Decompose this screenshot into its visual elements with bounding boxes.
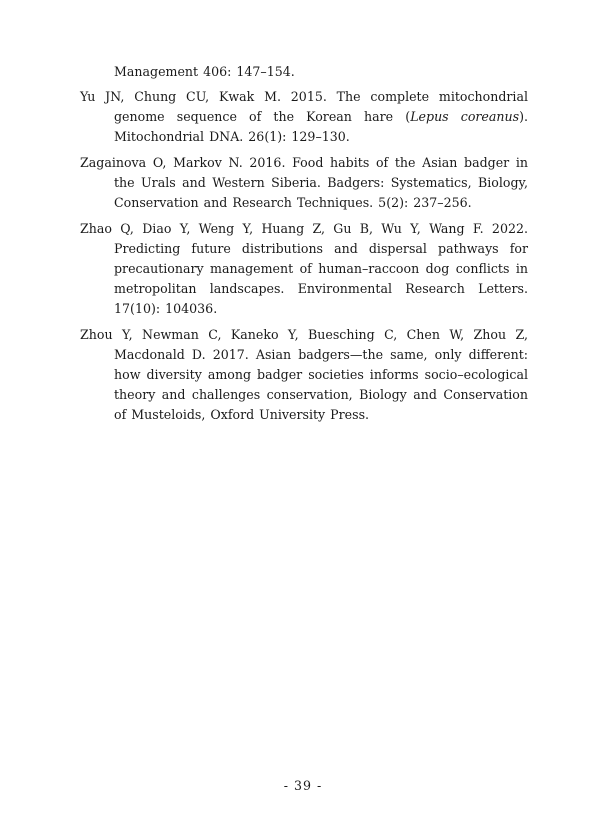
reference-entry-zagainova	[80, 153, 528, 213]
reference-entry-zhao	[80, 219, 528, 319]
reference-text: Zhou Y, Newman C, Kaneko Y, Buesching C, Chen W, Zhou Z, Macdonald D. 2017. Asian badgers—the same, only different: how diversity among badger societies informs socio–ecological theory and challenges conservation, Biology and Conservation of Musteloids, Oxford University Press.	[80, 327, 528, 422]
reference-entry-yu	[80, 87, 528, 147]
reference-continuation	[80, 62, 528, 82]
reference-entry-zhou	[80, 325, 528, 425]
reference-text: Zhao Q, Diao Y, Weng Y, Huang Z, Gu B, Wu Y, Wang F. 2022. Predicting future distributions and dispersal pathways for precautionary management of human–raccoon dog conflicts in metropolitan landscapes. Environmental Research Letters. 17(10): 104036.	[80, 221, 528, 316]
reference-text: ). Mitochondrial DNA. 26(1): 129–130.	[114, 109, 528, 144]
reference-text: Zagainova O, Markov N. 2016. Food habits of the Asian badger in the Urals and Western Siberia. Badgers: Systematics, Biology, Conservation and Research Techniques. 5(2): 237–256.	[80, 155, 528, 210]
reference-text: Yu JN, Chung CU, Kwak M. 2015. The complete mitochondrial genome sequence of the Korean hare (	[80, 89, 528, 124]
reference-list	[80, 62, 528, 431]
page-number: - 39 -	[283, 778, 323, 793]
reference-text: Management 406: 147–154.	[114, 64, 295, 79]
species-name: Lepus coreanus	[410, 109, 520, 124]
